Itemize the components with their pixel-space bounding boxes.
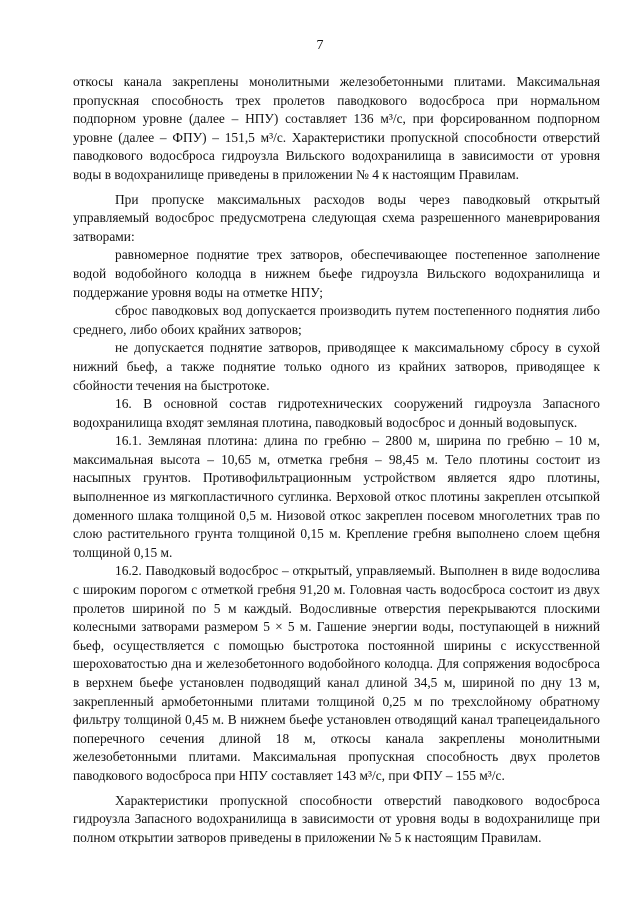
page-number: 7 — [316, 38, 324, 53]
paragraph-section-16-2: 16.2. Паводковый водосброс – открытый, управляемый. Выполнен в виде водослива с широким порогом с отметкой гребня 91,20 м. Головная часть водосброса состоит из двух пролетов шириной по 5 м каждый. Водосливные отверстия перекрываются плоскими колесными затворами размером 5 × 5 м. Гашение энергии воды, поступающей в нижний бьеф, осуществляется с помощью быстротока постоянной ширины с искусственной шероховатостью дна и железобетонного водобойного колодца. Для сопряжения водосброса в верхнем бьефе установлен подводящий канал длиной 34,5 м, шириной по дну 13 м, закрепленный армобетонными плитами толщиной 0,25 м по трехслойному обратному фильтру толщиной 0,45 м. В нижнем бьефе установлен отводящий канал трапецеидального поперечного сечения длиной 18 м, откосы канала закреплены монолитными железобетонными плитами. Максимальная пропускная способность двух пролетов паводкового водосброса при НПУ составляет 143 м³/с, при ФПУ – 155 м³/с. — [73, 563, 600, 783]
paragraph-appendix-5-reference: Характеристики пропускной способности отверстий паводкового водосброса гидроузла Запасного водохранилища в зависимости от уровня воды в водохранилище при полном открытии затворов приведены в приложении № 5 к настоящим Правилам. — [73, 792, 600, 845]
paragraph-gate-rule-prohibited: не допускается поднятие затворов, приводящее к максимальному сбросу в сухой нижний бьеф, а также поднятие только одного из крайних затворов, приводящее к сбойности течения на быстротоке. — [73, 340, 600, 393]
paragraph-spillway-capacity: откосы канала закреплены монолитными железобетонными плитами. Максимальная пропускная способность трех пролетов паводкового водосброса при нормальном подпорном уровне (далее – НПУ) составляет 136 м³/с, при форсированном подпорном уровне (далее – ФПУ) – 151,5 м³/с. Характеристики пропускной способности отверстий паводкового водосброса гидроузла Вильского водохранилища в зависимости от уровня воды в водохранилище приведены в приложении № 4 к настоящим Правилам. — [73, 74, 600, 182]
paragraph-section-16-1: 16.1. Земляная плотина: длина по гребню – 2800 м, ширина по гребню – 10 м, максимальная высота – 10,65 м, отметка гребня – 98,45 м. Тело плотины состоит из насыпных грунтов. Противофильтрационным устройством является ядро плотины, выполненное из мягкопластичного суглинка. Верховой откос плотины закреплен отсыпкой доменного шлака толщиной 0,5 м. Низовой откос закреплен посевом многолетних трав по слою растительного грунта толщиной 0,15 м. Крепление гребня выполнено слоем щебня толщиной 0,15 м. — [73, 433, 600, 560]
paragraph-gate-rule-discharge: сброс паводковых вод допускается производить путем постепенного поднятия либо среднего, либо обоих крайних затворов; — [73, 303, 600, 337]
paragraph-section-16: 16. В основной состав гидротехнических сооружений гидроузла Запасного водохранилища входят земляная плотина, паводковый водосброс и донный водовыпуск. — [73, 396, 600, 430]
paragraph-gate-maneuvering-intro: При пропуске максимальных расходов воды через паводковый открытый управляемый водосброс предусмотрена следующая схема разрешенного маневрирования затворами: — [73, 191, 600, 244]
paragraph-gate-rule-uniform-lift: равномерное поднятие трех затворов, обеспечивающее постепенное заполнение водой водобойного колодца в нижнем бьефе гидроузла Вильского водохранилища и поддержание уровня воды на отметке НПУ; — [73, 247, 600, 300]
document-body — [73, 73, 600, 847]
